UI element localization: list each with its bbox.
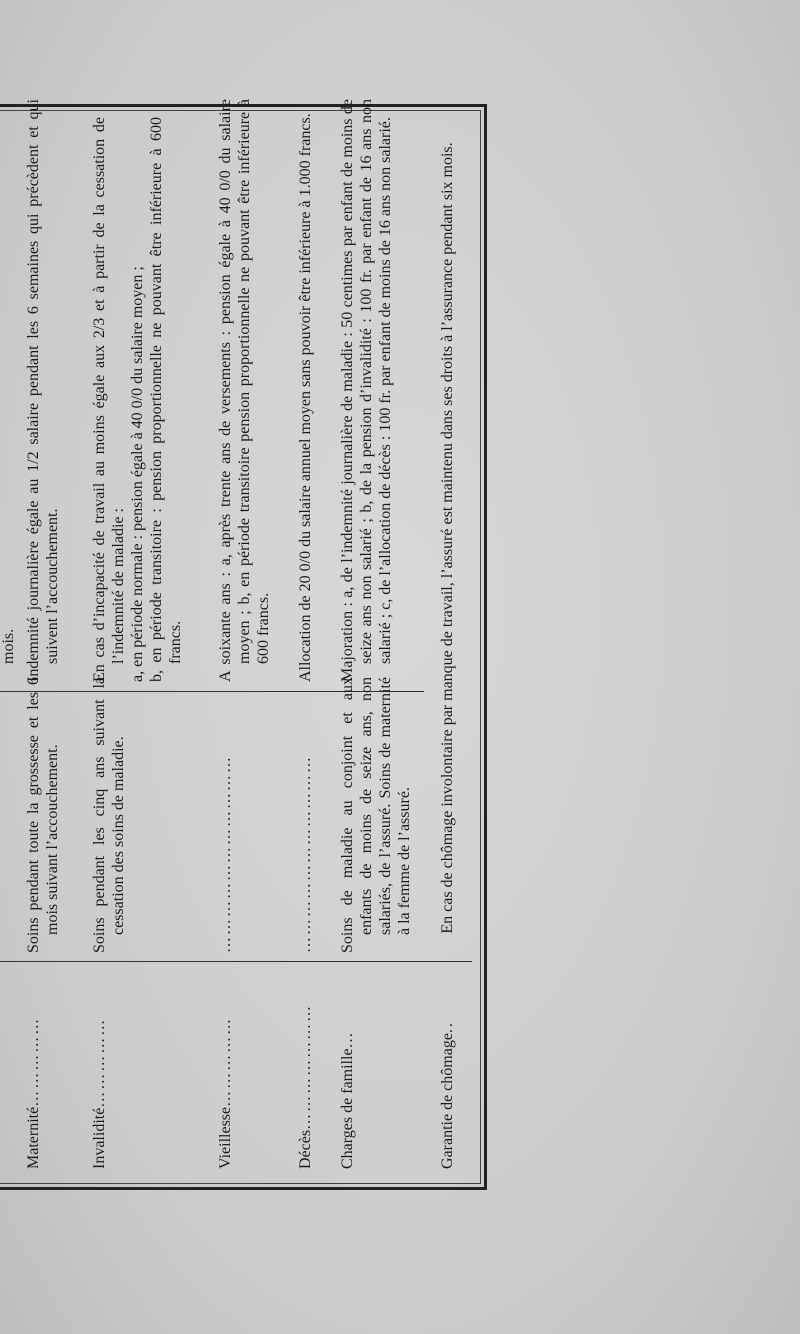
argent-cell: En cas d’incapacité de travail au moins égale aux 2/3 et à partir de la cessation de l’indemnité de maladie : xyxy=(91,117,127,682)
chomage-text: En cas de chômage involontaire par manque de travail, l’assuré est maintenu dans ses droits à l’assurance pendant six mois. xyxy=(439,142,456,934)
rotated-table-page xyxy=(0,99,490,1205)
leader-dots: …………… xyxy=(91,1017,108,1108)
nature-cell-empty: …………………………… xyxy=(297,755,314,953)
argent-cell: Allocation de 20 0/0 du salaire annuel moyen sans pouvoir être inférieure à 1.000 francs. xyxy=(297,113,314,682)
risk-label: Décès xyxy=(297,1129,314,1169)
risk-label: Invalidité xyxy=(91,1107,108,1169)
nature-cell: Soins pendant les cinq ans suivant la cessation des soins de maladie. xyxy=(91,677,127,953)
leader-dots: ………………… xyxy=(297,1003,314,1130)
nature-cell: Soins de maladie au conjoint et aux enfants de moins de seize ans, non salariés, de l’assuré. Soins de maternité à la femme de l’assuré. xyxy=(339,677,413,953)
nature-cell: Soins pendant toute la grossesse et les 6 mois suivant l’accouchement. xyxy=(25,677,61,953)
argent-cell: A soixante ans : a, après trente ans de versements : pension égale à 40 0/0 du salaire moyen ; b, en période transitoire pension proportionnelle ne pouvant être inférieure à 600 francs. xyxy=(217,99,272,682)
benefits-table xyxy=(0,99,487,1190)
argent-cell: mois. xyxy=(0,628,17,664)
argent-cell: Majoration : a, de l’indemnité journalière de maladie : 50 centimes par enfant de moins de seize ans non salarié ; b, de la pension d’invalidité : 100 fr. par enfant de 16 ans non salarié ; c, de l’allocation de décès : 100 fr. par enfant de moins de 16 ans non salarié. xyxy=(339,99,394,682)
leader-dots: …………… xyxy=(25,1016,42,1107)
risk-label: Charges de famille xyxy=(339,1048,356,1169)
risk-label: Garantie de chômage xyxy=(439,1033,456,1169)
risk-label: Maternité xyxy=(25,1106,42,1169)
leader-dots: .. xyxy=(439,1021,456,1034)
nature-cell-empty: …………………………… xyxy=(217,755,234,953)
column-divider xyxy=(0,961,472,962)
argent-item-a: a, en période normale : pension égale à 40 0/0 du salaire moyen ; xyxy=(129,266,146,682)
argent-item-b: b, en période transitoire : pension proportionnelle ne pouvant être inférieure à 600 francs. xyxy=(148,117,184,682)
leader-dots: … xyxy=(339,1030,356,1049)
argent-cell: Indemnité journalière égale au 1/2 salaire pendant les 6 semaines qui précèdent et qui suivent l’accouchement. xyxy=(25,99,61,682)
leader-dots: …………… xyxy=(217,1016,234,1107)
risk-label: Vieillesse xyxy=(217,1106,234,1169)
